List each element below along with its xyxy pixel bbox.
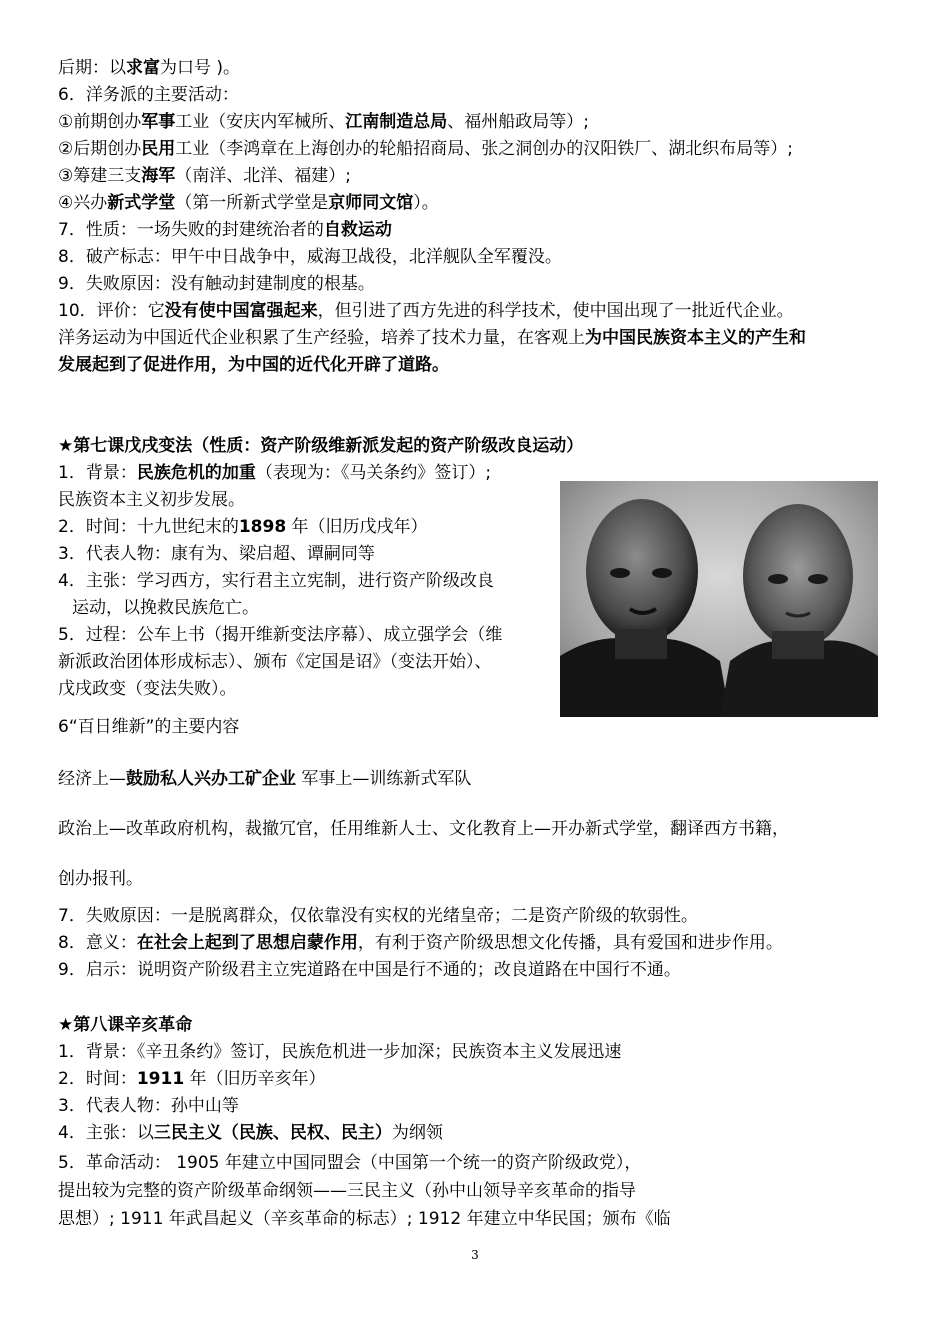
text-line: 4．主张：学习西方，实行君主立宪制，进行资产阶级改良 [58, 571, 494, 591]
text-line: 运动，以挽救民族危亡。 [72, 598, 259, 618]
text-line: 4．主张：以三民主义（民族、民权、民主）为纲领 [58, 1123, 443, 1143]
text-line: 6．洋务派的主要活动： [58, 85, 239, 105]
text-line: 政治上—改革政府机构，裁撤冗官，任用维新人士、文化教育上—开办新式学堂，翻译西方书籍， [58, 819, 789, 839]
text-line: 5．革命活动： 1905 年建立中国同盟会（中国第一个统一的资产阶级政党）， [58, 1153, 642, 1173]
text-line: ④兴办新式学堂（第一所新式学堂是京师同文馆）。 [58, 193, 439, 213]
text-line: 经济上—鼓励私人兴办工矿企业 军事上—训练新式军队 [58, 769, 472, 789]
portrait-photo-graphic [560, 481, 878, 717]
text-line: 新派政治团体形成标志）、颁布《定国是诏》（变法开始）、 [58, 652, 492, 672]
text-line: 提出较为完整的资产阶级革命纲领——三民主义（孙中山领导辛亥革命的指导 [58, 1181, 636, 1201]
text-line: 戊戌政变（变法失败）。 [58, 679, 237, 699]
page-number: 3 [471, 1248, 479, 1262]
text-line: 2．时间：1911 年（旧历辛亥年） [58, 1069, 326, 1089]
text-line: ②后期创办民用工业（李鸿章在上海创办的轮船招商局、张之洞创办的汉阳铁厂、湖北织布局等）; [58, 139, 793, 159]
text-line: 9．启示：说明资产阶级君主立宪道路在中国是行不通的；改良道路在中国行不通。 [58, 960, 681, 980]
text-line: ①前期创办军事工业（安庆内军械所、江南制造总局、福州船政局等）; [58, 112, 589, 132]
portrait-photo [560, 481, 878, 717]
text-line: 民族资本主义初步发展。 [58, 490, 245, 510]
text-line: 洋务运动为中国近代企业积累了生产经验，培养了技术力量，在客观上为中国民族资本主义的产生和 [58, 328, 806, 348]
text-line: 7．性质：一场失败的封建统治者的自救运动 [58, 220, 392, 240]
section-title: ★第八课辛亥革命 [58, 1015, 193, 1035]
text-line: 9．失败原因：没有触动封建制度的根基。 [58, 274, 375, 294]
text-line: 思想）; 1911 年武昌起义（辛亥革命的标志）; 1912 年建立中华民国；颁布《临 [58, 1209, 671, 1229]
text-line: 7．失败原因：一是脱离群众，仅依靠没有实权的光绪皇帝；二是资产阶级的软弱性。 [58, 906, 698, 926]
text-line: 10．评价：它没有使中国富强起来，但引进了西方先进的科学技术，使中国出现了一批近代企业。 [58, 301, 794, 321]
text-line: 3．代表人物：康有为、梁启超、谭嗣同等 [58, 544, 375, 564]
text-line: 后期：以求富为口号 )。 [58, 58, 241, 78]
text-line: 2．时间：十九世纪末的1898 年（旧历戊戌年） [58, 517, 428, 537]
section-title: ★第七课戊戌变法（性质：资产阶级维新派发起的资产阶级改良运动） [58, 436, 584, 456]
text-line: 5．过程：公车上书（揭开维新变法序幕）、成立强学会（维 [58, 625, 503, 645]
text-line: 创办报刊。 [58, 869, 143, 889]
text-line: 6“百日维新”的主要内容 [58, 717, 240, 737]
text-line: 8．破产标志：甲午中日战争中，威海卫战役，北洋舰队全军覆没。 [58, 247, 562, 267]
text-line: 发展起到了促进作用，为中国的近代化开辟了道路。 [58, 355, 449, 375]
text-line: 1．背景：民族危机的加重（表现为：《马关条约》签订）; [58, 463, 492, 483]
text-line: 1．背景：《辛丑条约》签订，民族危机进一步加深；民族资本主义发展迅速 [58, 1042, 622, 1062]
text-line: 8．意义：在社会上起到了思想启蒙作用，有利于资产阶级思想文化传播，具有爱国和进步作用。 [58, 933, 783, 953]
text-line: 3．代表人物：孙中山等 [58, 1096, 239, 1116]
text-line: ③筹建三支海军（南洋、北洋、福建）; [58, 166, 351, 186]
